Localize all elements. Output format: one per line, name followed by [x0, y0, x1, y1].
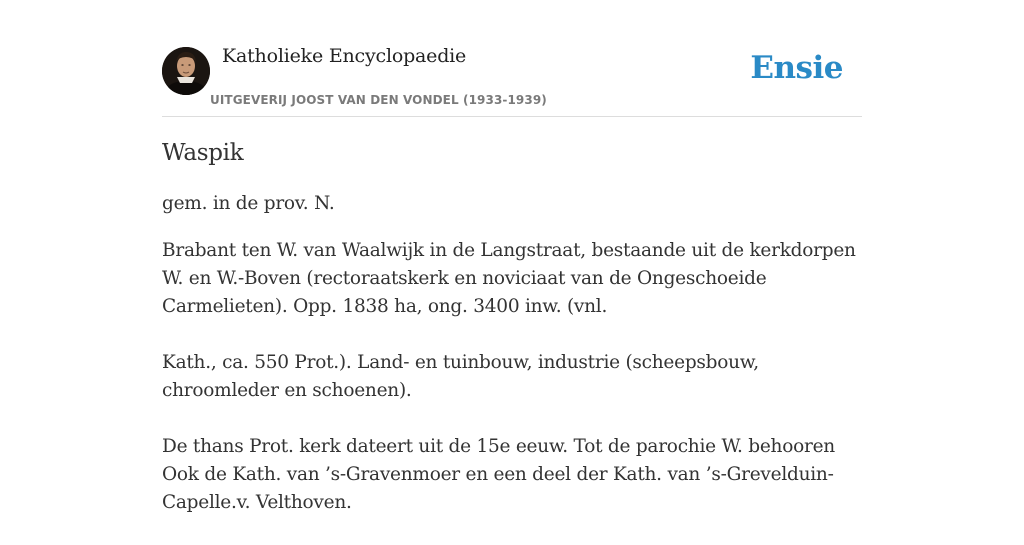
page-container — [162, 0, 862, 513]
article-body — [162, 190, 862, 545]
ensie-logo-link[interactable]: Ensie — [750, 50, 843, 86]
publication-title[interactable]: Katholieke Encyclopaedie — [222, 45, 467, 67]
publication-subtitle: UITGEVERIJ JOOST VAN DEN VONDEL (1933-1939) — [210, 93, 547, 107]
article-paragraph: De thans Prot. kerk dateert uit de 15e eeuw. Tot de parochie W. behooren Ook de Kath. van ’s-Gravenmoer en een deel der Kath. van ’s-Grevelduin-Capelle.v. Velthoven. — [162, 436, 835, 513]
article-paragraph: Kath., ca. 550 Prot.). Land- en tuinbouw, industrie (scheepsbouw, chroomleder en schoenen). — [162, 352, 759, 401]
portrait-icon — [162, 47, 210, 95]
publication-avatar[interactable] — [162, 47, 210, 95]
site-header — [162, 0, 862, 117]
article-paragraph: gem. in de prov. N. — [162, 193, 335, 214]
article-title: Waspik — [162, 140, 244, 166]
article-paragraph: Brabant ten W. van Waalwijk in de Langstraat, bestaande uit de kerkdorpen W. en W.-Boven (rectoraatskerk en noviciaat van de Ongeschoeide Carmelieten). Opp. 1838 ha, ong. 3400 inw. (vnl. — [162, 240, 856, 317]
